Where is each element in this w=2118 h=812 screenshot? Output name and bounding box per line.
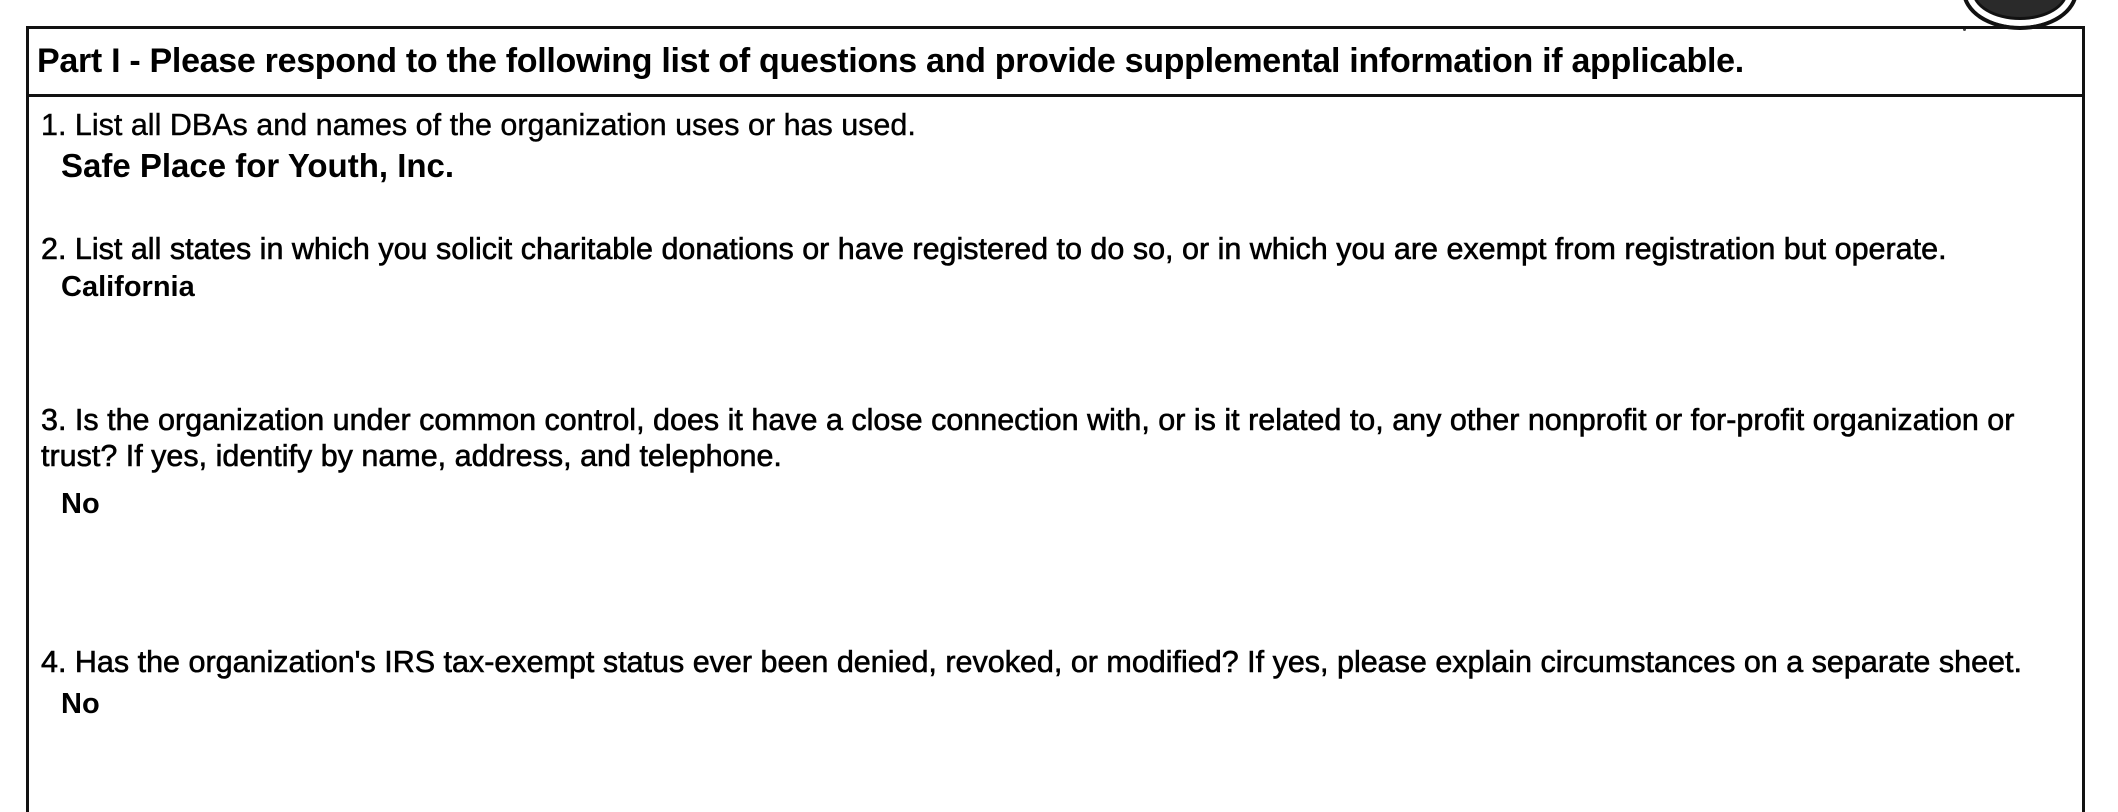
answer-field[interactable]: Safe Place for Youth, Inc. bbox=[61, 147, 455, 184]
question-2 bbox=[41, 231, 2081, 307]
part-header: Part I - Please respond to the following list of questions and provide supplemental information if applicable. bbox=[29, 29, 2082, 97]
question-3 bbox=[41, 402, 2081, 524]
answer-field[interactable]: No bbox=[61, 488, 100, 520]
answer-field[interactable]: No bbox=[61, 688, 100, 720]
question-1 bbox=[41, 107, 2081, 189]
answer-field[interactable]: California bbox=[61, 271, 195, 303]
question-text: 3. Is the organization under common control, does it have a close connection with, or is it related to, any other nonprofit or for-profit organization or trust? If yes, identify by name, address, and telephone. bbox=[41, 403, 2015, 473]
question-text: 4. Has the organization's IRS tax-exempt status ever been denied, revoked, or modified? If yes, please explain circumstances on a separate sheet. bbox=[41, 645, 2022, 679]
question-text: 1. List all DBAs and names of the organization uses or has used. bbox=[41, 108, 916, 142]
form-section-part-1 bbox=[26, 26, 2085, 812]
question-4 bbox=[41, 644, 2081, 724]
question-text: 2. List all states in which you solicit charitable donations or have registered to do so, or in which you are exempt from registration but operate. bbox=[41, 232, 1947, 266]
